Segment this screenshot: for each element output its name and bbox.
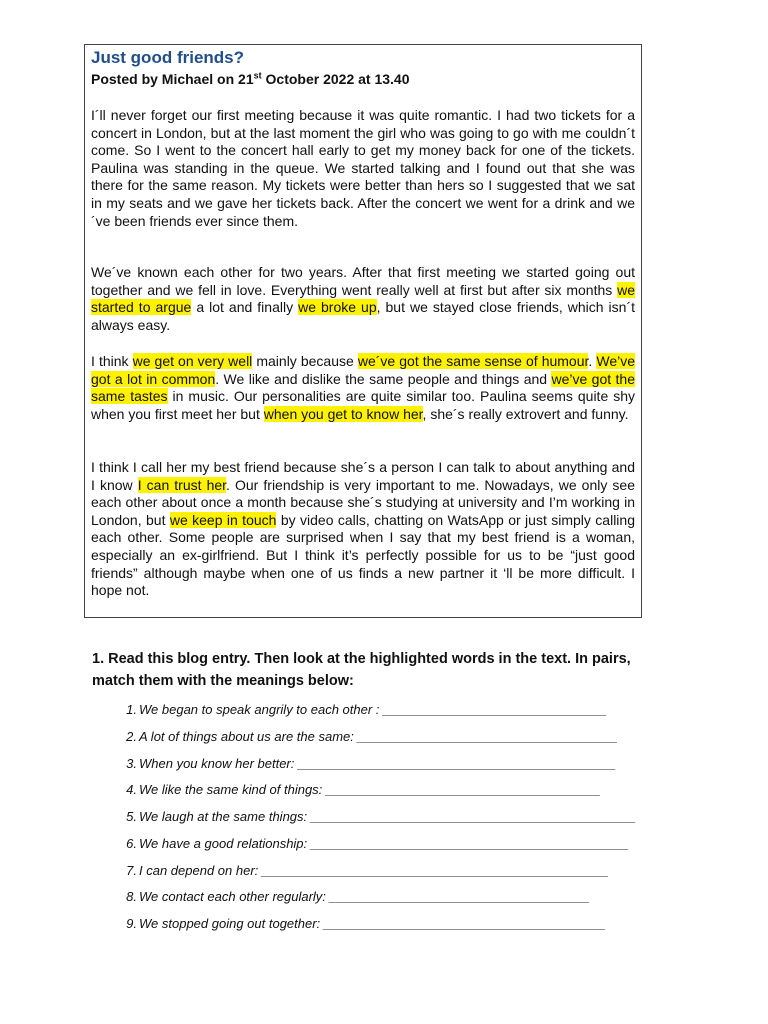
text-segment: . Our friendship is very important to me. Nowadays, we only see each other about once a month because she´s studying at university and I’m working in London, but xyxy=(91,476,635,528)
blog-paragraph-2 xyxy=(91,264,635,334)
question-item xyxy=(92,914,636,941)
question-text: When you know her better: ____________________________________________ xyxy=(139,755,617,771)
question-number: 6. xyxy=(126,835,137,851)
highlighted-phrase: we keep in touch xyxy=(169,511,277,528)
question-text: We stopped going out together: _______________________________________ xyxy=(139,916,606,931)
text-segment: by video calls, chatting on WatsApp or just simply calling each other. Some people are surprised when I say that my best friend is a woman, especially an ex-girlfriend. But I think it’s perfectly possible for us to be “just good friends” although maybe when one of us finds a new partner it ‘ll be more difficult. I hope not. xyxy=(91,511,635,599)
question-text: We laugh at the same things: _____________________________________________ xyxy=(139,809,637,824)
question-number: 7. xyxy=(126,862,137,878)
question-item xyxy=(92,754,636,781)
text-segment: I think xyxy=(91,353,133,369)
question-number: 4. xyxy=(126,782,137,798)
question-text: A lot of things about us are the same: ____________________________________ xyxy=(139,728,618,744)
text-segment: I think I call her my best friend because she´s a person I can talk to about anything and I know xyxy=(91,459,635,493)
posted-suffix: October 2022 at 13.40 xyxy=(261,71,410,87)
question-text: We like the same kind of things: ______________________________________ xyxy=(139,782,601,798)
blog-paragraph-3 xyxy=(91,353,635,423)
text-segment: , she´s really extrovert and funny. xyxy=(422,405,629,422)
question-number: 1. xyxy=(126,702,137,717)
question-text: I can depend on her: ________________________________________________ xyxy=(139,862,609,878)
blog-entry-box xyxy=(84,44,642,618)
question-text: We contact each other regularly: ____________________________________ xyxy=(139,889,590,905)
blog-title: Just good friends? xyxy=(91,48,244,67)
question-text: We have a good relationship: ____________________________________________ xyxy=(139,835,629,851)
highlighted-phrase: we´ve got the same sense of humour xyxy=(357,353,589,369)
highlighted-phrase: We’ve got a lot in common xyxy=(91,353,636,387)
question-item xyxy=(92,861,636,888)
highlighted-phrase: we started to argue xyxy=(91,281,635,316)
blog-paragraph-1: I´ll never forget our first meeting because it was quite romantic. I had two tickets for a concert in London, but at the last moment the girl who was going to go with me couldn´t come. So I went to the concert hall early to get my money back for one of the tickets. Paulina was standing in the queue. We started talking and I found out that she was there for the same reason. My tickets were better than hers so I suggested that we sat in my seats and we gave her tickets back. After the concert we went for a drink and we´ve been friends ever since them. xyxy=(91,107,635,229)
question-number: 9. xyxy=(126,916,137,931)
question-list xyxy=(92,700,636,941)
question-item xyxy=(92,700,636,727)
text-segment: We´ve known each other for two years. After that first meeting we started going out together and we fell in love. Everything went really well at first but after six months xyxy=(91,264,635,298)
question-item xyxy=(92,834,636,861)
text-segment: in music. Our personalities are quite similar too. Paulina seems quite shy when you first meet her but xyxy=(91,388,635,422)
question-item xyxy=(92,807,636,834)
text-segment: . We like and dislike the same people and things and xyxy=(215,370,552,387)
blog-paragraph-4 xyxy=(91,459,635,600)
question-item xyxy=(92,887,636,914)
highlighted-phrase: I can trust her xyxy=(137,476,227,493)
question-text: We began to speak angrily to each other : _______________________________ xyxy=(139,702,608,717)
question-item xyxy=(92,780,636,807)
highlighted-phrase: we broke up xyxy=(298,299,377,316)
text-segment: , but we stayed close friends, which isn´t always easy. xyxy=(91,299,636,333)
posted-prefix: Posted by Michael on 21 xyxy=(91,71,254,87)
highlighted-phrase: we get on very well xyxy=(132,353,253,369)
question-number: 3. xyxy=(126,755,137,771)
posted-ordinal: st xyxy=(253,70,262,81)
highlighted-phrase: when you get to know her xyxy=(263,405,423,422)
question-number: 5. xyxy=(126,809,137,824)
text-segment: . xyxy=(588,353,597,369)
text-segment: a lot and finally xyxy=(191,299,299,316)
highlighted-phrase: we’ve got the same tastes xyxy=(91,370,636,405)
text-segment: mainly because xyxy=(252,353,358,369)
question-number: 2. xyxy=(126,728,137,744)
question-item xyxy=(92,727,636,754)
posted-by-line xyxy=(91,70,410,88)
question-number: 8. xyxy=(126,889,137,905)
exercise-instructions: 1. Read this blog entry. Then look at the highlighted words in the text. In pairs, match them with the meanings below: xyxy=(92,651,631,689)
